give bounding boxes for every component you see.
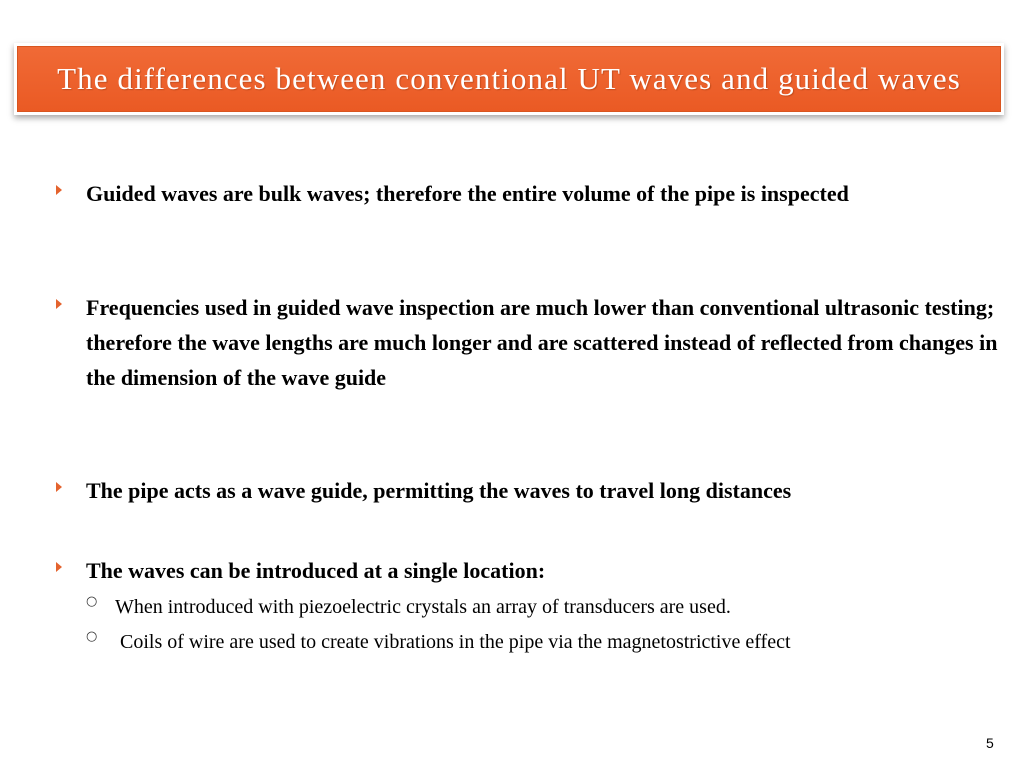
triangle-right-icon (56, 299, 62, 309)
bullet-item (56, 473, 1006, 508)
triangle-right-icon (56, 185, 62, 195)
bullet-item (56, 176, 1006, 211)
slide-title: The differences between conventional UT waves and guided waves (57, 61, 961, 96)
sub-bullet-item (86, 628, 1006, 656)
bullet-text: The pipe acts as a wave guide, permitting the waves to travel long distances (86, 478, 792, 503)
bullet-item (56, 553, 1006, 588)
sub-bullet-text: When introduced with piezoelectric crystals an array of transducers are used. (115, 596, 731, 618)
sub-bullet-text: Coils of wire are used to create vibrations in the pipe via the magnetostrictive effect (115, 631, 791, 653)
bullet-text: The waves can be introduced at a single location: (86, 558, 546, 583)
bullet-text: Frequencies used in guided wave inspection are much lower than conventional ultrasonic testing; therefore the wave lengths are much longer and are scattered instead of reflected from changes in the dimension of the wave guide (86, 295, 998, 390)
bullet-item (56, 290, 1006, 395)
ring-icon: ○ (86, 594, 98, 609)
triangle-right-icon (56, 562, 62, 572)
ring-icon: ○ (86, 629, 98, 644)
triangle-right-icon (56, 482, 62, 492)
page-number: 5 (986, 735, 994, 751)
sub-bullet-item (86, 593, 1006, 621)
bullet-text: Guided waves are bulk waves; therefore the entire volume of the pipe is inspected (86, 181, 849, 206)
